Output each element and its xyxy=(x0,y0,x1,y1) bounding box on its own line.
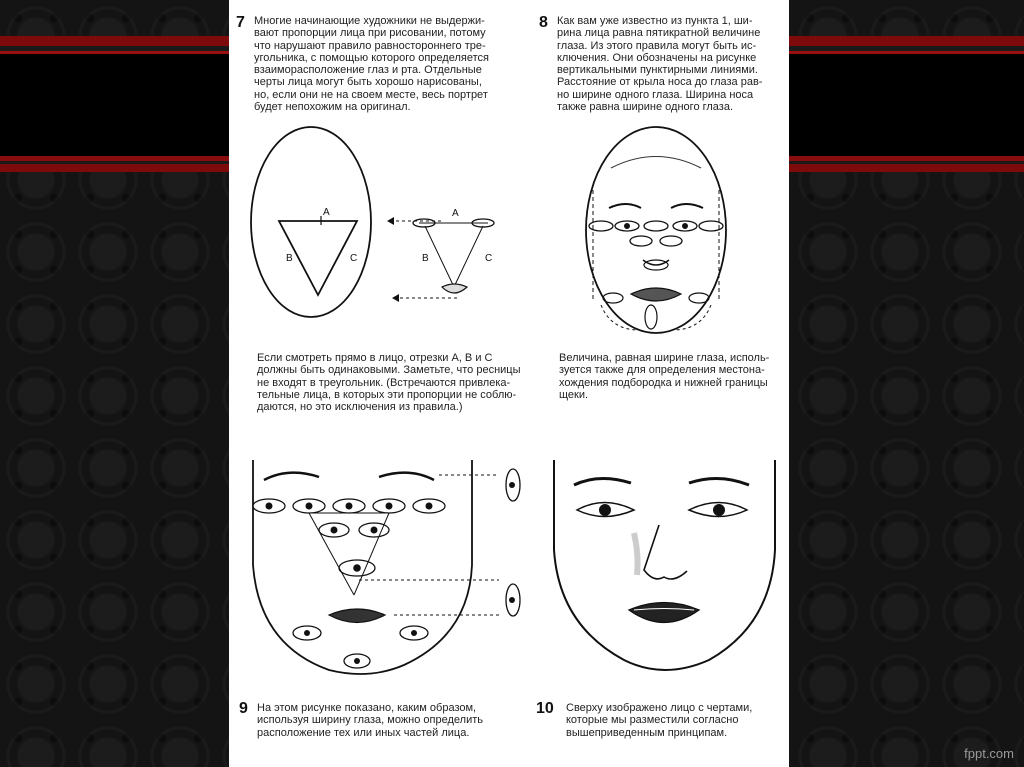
face-outline-10 xyxy=(554,460,775,670)
section-7-caption-text: Если смотреть прямо в лицо, отрезки А, В и С должны быть одинаковыми. Заметьте, что ресницы не входят в треугольник. (Встречаются привлека- тельные лица, в которых эти пропорции не соблю- даются, но это исключения из правила.) xyxy=(257,352,521,414)
section-8-number: 8 xyxy=(539,14,548,31)
section-8-text xyxy=(557,15,782,113)
mouth-8 xyxy=(631,288,681,301)
eyebrow-right-8 xyxy=(671,204,703,208)
mouth-9 xyxy=(329,609,385,623)
section-8-paragraph: Как вам уже известно из пункта 1, ши- рина лица равна пятикратной величине глаза. Из этого правила могут быть ис- ключения. Они обозначены на рисунке вертикальными пунктирными линиями. Расстояние от крыла носа до глаза рав- но ширине одного глаза. Ширина носа также равна ширине одного глаза. xyxy=(557,15,763,114)
section-8-caption-text: Величина, равная ширине глаза, исполь- зуется также для определения местона- хождения подбородка и нижней границы щеки. xyxy=(559,352,770,401)
eye-chain-9 xyxy=(253,499,445,668)
label-c-left: C xyxy=(350,253,358,264)
section-9-number: 9 xyxy=(239,700,248,717)
mouth-small xyxy=(442,284,467,293)
section-8-caption xyxy=(559,352,784,401)
label-a-right: A xyxy=(452,208,459,219)
document-page xyxy=(229,0,789,767)
section-7-caption xyxy=(257,352,527,413)
nose-10 xyxy=(644,525,687,579)
label-c-right: C xyxy=(485,253,493,264)
mouth-10 xyxy=(629,603,699,623)
eyebrow-left-8 xyxy=(609,204,641,208)
section-7-number: 7 xyxy=(236,14,245,31)
section-9-caption-text: На этом рисунке показано, каким образом, используя ширину глаза, можно определить расположение тех или иных частей лица. xyxy=(257,702,483,739)
section-10-number: 10 xyxy=(536,700,554,717)
nose-8 xyxy=(643,260,669,265)
section-7-text xyxy=(254,15,524,113)
label-b-right: B xyxy=(422,253,429,264)
section-9-caption xyxy=(257,702,527,739)
eye-row-8 xyxy=(589,221,723,246)
eyes-10 xyxy=(577,503,747,517)
section-7-paragraph: Многие начинающие художники не выдержи- вают пропорции лица при рисовании, потому что нарушают правило равностороннего тре- угольника, с помощью которого определяется взаиморасположение глаз и рта. Отдельные черты лица могут быть хорошо нарисованы, но, если они не на своем месте, весь портрет будет непохожим на оригинал. xyxy=(254,15,489,114)
eye-width-diagram xyxy=(229,455,529,695)
face-oval xyxy=(251,127,371,317)
triangle-diagram xyxy=(249,115,519,335)
label-b-left: B xyxy=(286,253,293,264)
label-a-left: A xyxy=(323,207,330,218)
face-proportion-diagram xyxy=(581,120,731,345)
finished-face-drawing xyxy=(549,455,784,685)
section-10-caption xyxy=(566,702,776,739)
fppt-logo: fppt.com xyxy=(964,746,1014,761)
section-10-caption-text: Сверху изображено лицо с чертами, которые мы разместили согласно вышеприведенным принципам. xyxy=(566,702,753,739)
